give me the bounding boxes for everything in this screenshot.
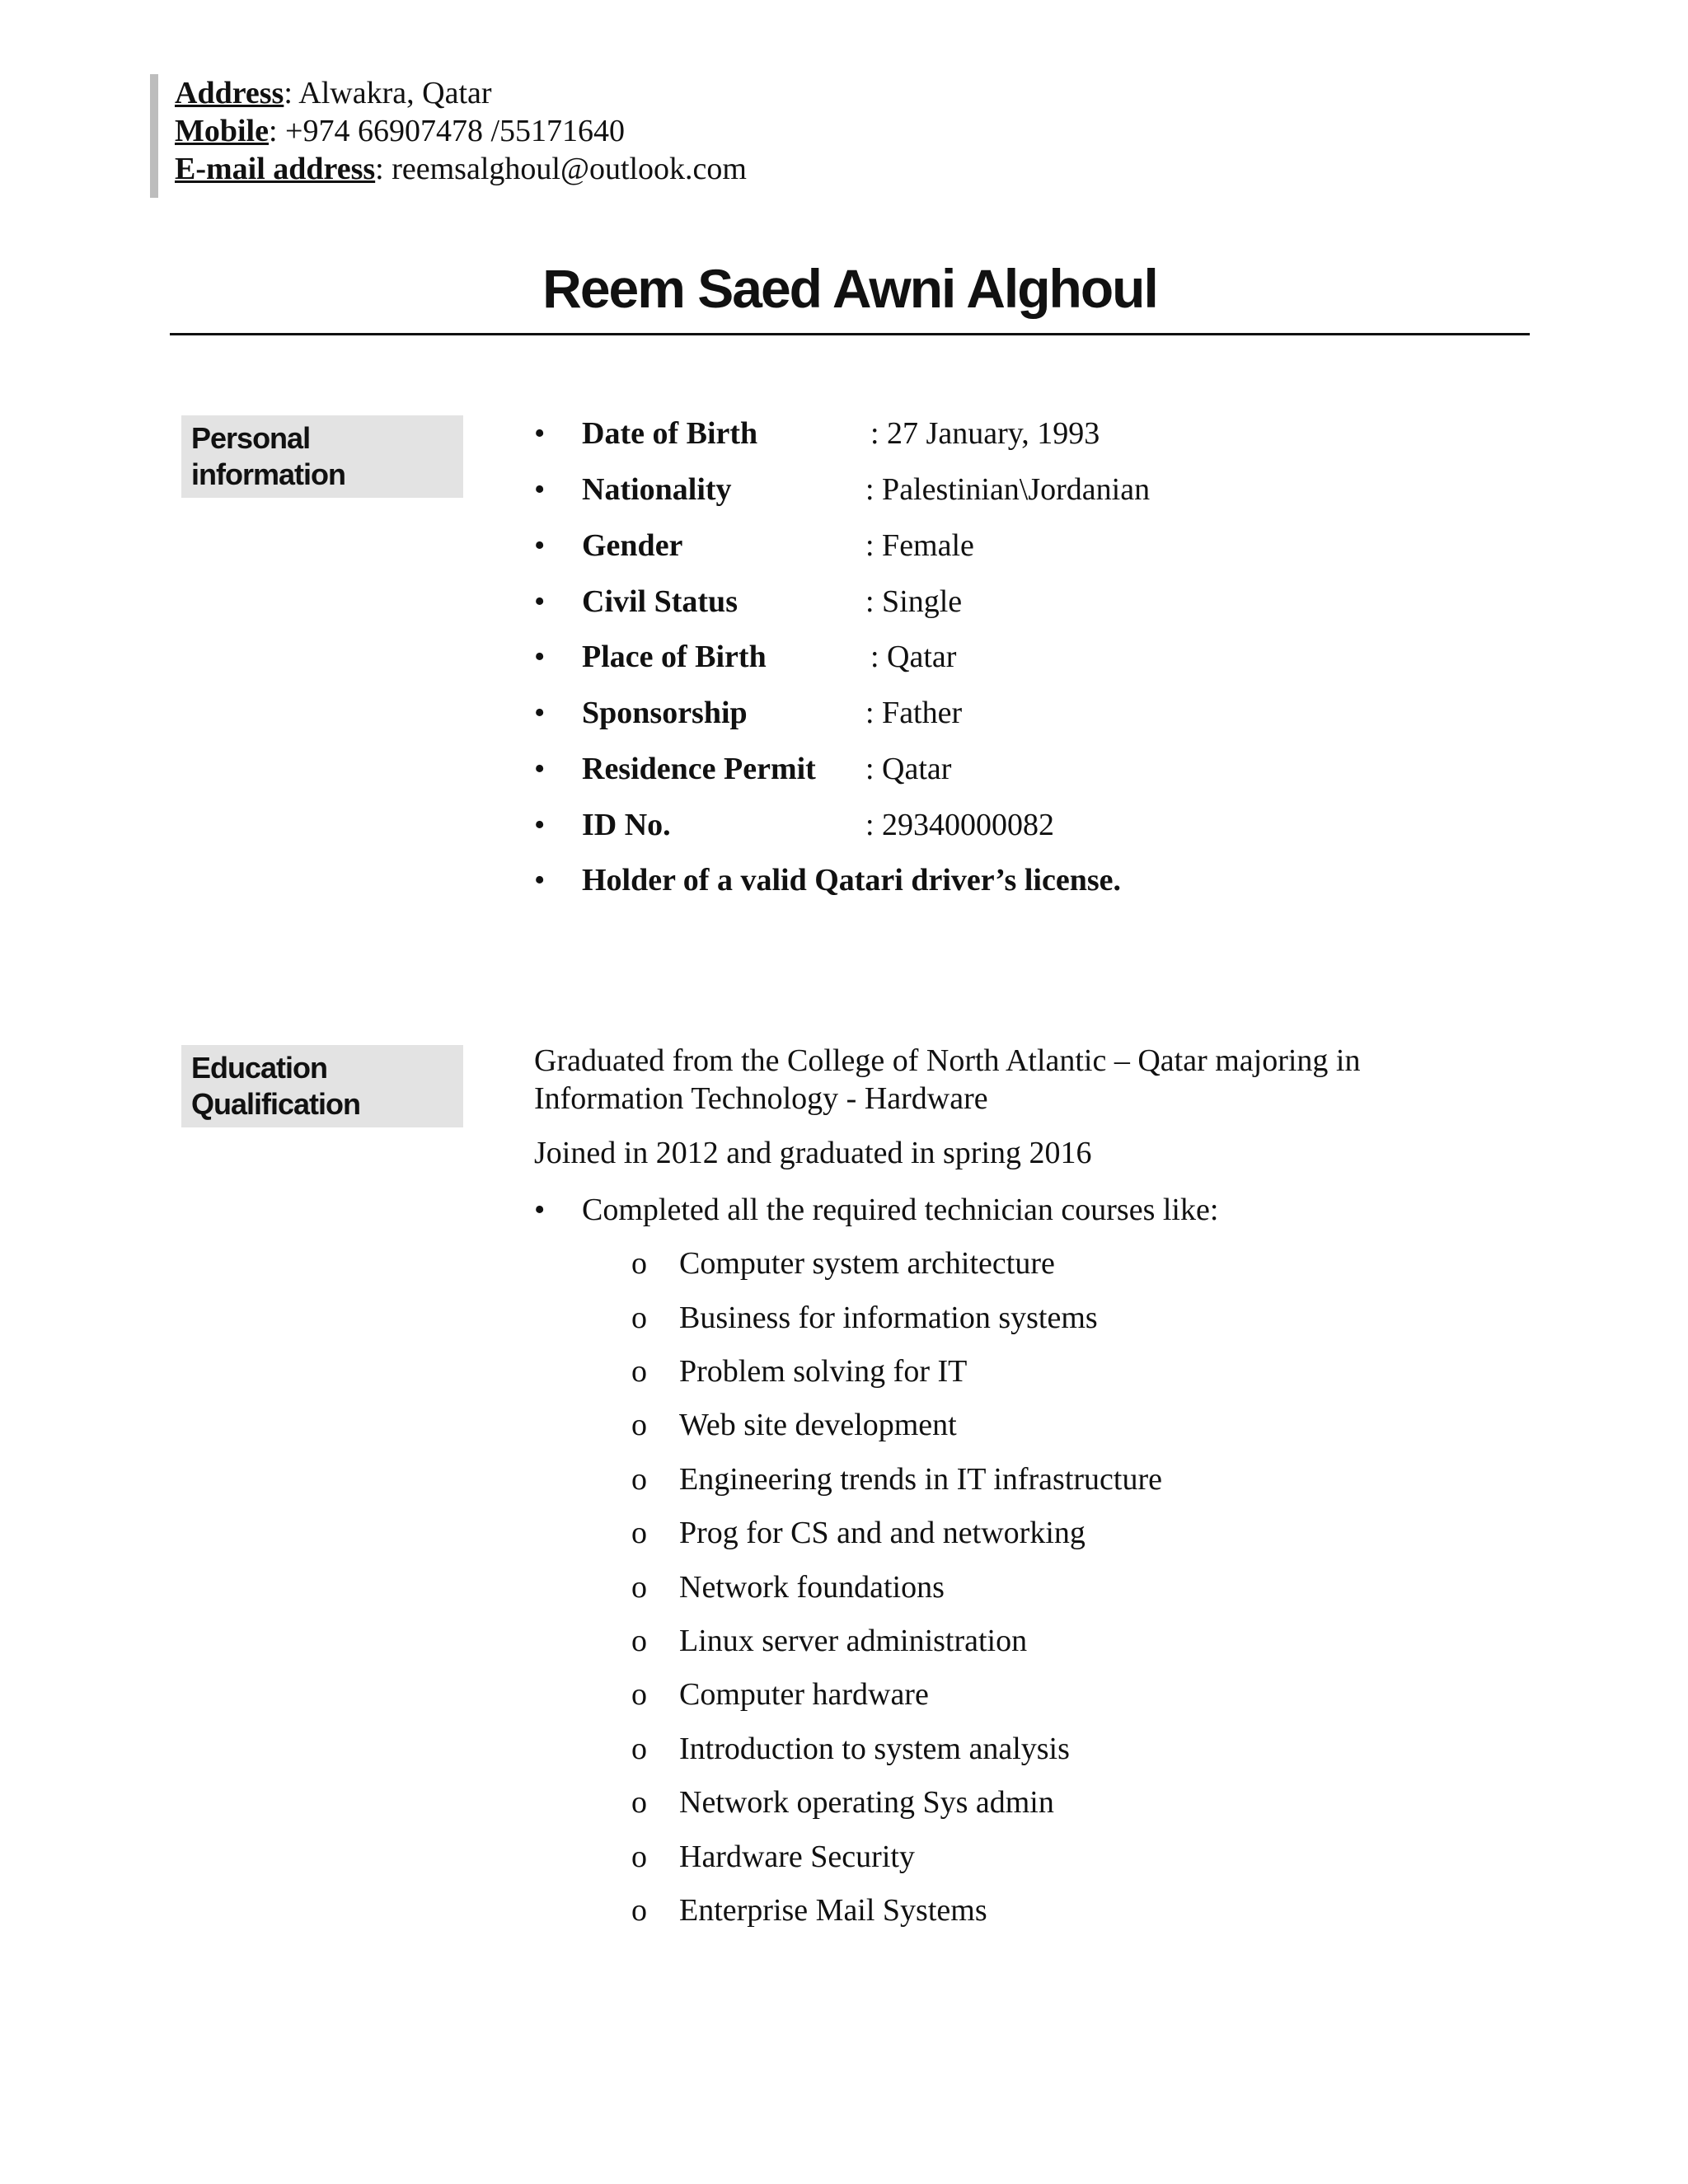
education-header-line1: Education (191, 1051, 328, 1085)
course-name: Introduction to system analysis (679, 1732, 1070, 1766)
address-label: Address (175, 76, 284, 110)
education-dates: Joined in 2012 and graduated in spring 2016 (534, 1136, 1092, 1170)
sub-bullet: o (631, 1570, 647, 1605)
item-label: Place of Birth (582, 640, 767, 674)
course-name: Network foundations (679, 1570, 945, 1605)
item-value: : Palestinian\Jordanian (865, 472, 1151, 507)
course-name: Problem solving for IT (679, 1354, 968, 1389)
course-name: Hardware Security (679, 1840, 915, 1874)
item-label: ID No. (582, 808, 671, 842)
item-label: Civil Status (582, 584, 738, 619)
course-name: Engineering trends in IT infrastructure (679, 1462, 1162, 1497)
course-name: Computer system architecture (679, 1246, 1055, 1281)
email-label: E-mail address (175, 152, 376, 186)
sub-bullet: o (631, 1462, 647, 1497)
sub-bullet: o (631, 1785, 647, 1820)
item-value: : Father (865, 696, 963, 730)
item-value: : Qatar (865, 752, 952, 786)
candidate-name: Reem Saed Awni Alghoul (542, 258, 1157, 319)
sub-bullet: o (631, 1516, 647, 1550)
bullet: • (534, 863, 546, 898)
course-name: Web site development (679, 1408, 957, 1442)
sub-bullet: o (631, 1301, 647, 1335)
personal-info-header (181, 415, 463, 498)
contact-mobile (175, 112, 625, 150)
bullet: • (534, 528, 546, 563)
sub-bullet: o (631, 1354, 647, 1389)
course-name: Linux server administration (679, 1624, 1028, 1658)
item-value: : Female (865, 528, 974, 563)
bullet: • (534, 640, 546, 674)
bullet: • (534, 808, 546, 842)
bullet: • (534, 416, 546, 451)
license-text: Holder of a valid Qatari driver’s license. (582, 863, 1121, 898)
sub-bullet: o (631, 1840, 647, 1874)
contact-email (175, 150, 747, 188)
contact-address (175, 74, 492, 112)
item-value: : 27 January, 1993 (870, 416, 1100, 451)
mobile-value: : +974 66907478 /55171640 (268, 114, 626, 148)
item-value: : Qatar (870, 640, 957, 674)
sub-bullet: o (631, 1893, 647, 1928)
course-name: Computer hardware (679, 1677, 929, 1712)
item-label: Date of Birth (582, 416, 758, 451)
item-label: Gender (582, 528, 683, 563)
sub-bullet: o (631, 1246, 647, 1281)
contact-block (150, 74, 892, 198)
sub-bullet: o (631, 1624, 647, 1658)
sub-bullet: o (631, 1677, 647, 1712)
education-description-line2: Information Technology - Hardware (534, 1081, 988, 1116)
sub-bullet: o (631, 1732, 647, 1766)
bullet: • (534, 472, 546, 507)
education-header-line2: Qualification (191, 1087, 361, 1121)
mobile-label: Mobile (175, 114, 269, 148)
bullet: • (534, 584, 546, 619)
name-divider (170, 333, 1530, 335)
personal-header-line2: information (191, 457, 345, 491)
course-name: Enterprise Mail Systems (679, 1893, 987, 1928)
course-name: Network operating Sys admin (679, 1785, 1054, 1820)
bullet: • (534, 696, 546, 730)
item-label: Sponsorship (582, 696, 748, 730)
personal-header-line1: Personal (191, 421, 311, 455)
item-label: Residence Permit (582, 752, 816, 786)
item-label: Nationality (582, 472, 732, 507)
item-value: : Single (865, 584, 963, 619)
course-name: Business for information systems (679, 1301, 1098, 1335)
contact-side-bar (150, 74, 158, 198)
bullet: • (534, 752, 546, 786)
email-value: : reemsalghoul@outlook.com (375, 152, 747, 186)
course-name: Prog for CS and and networking (679, 1516, 1085, 1550)
education-header (181, 1045, 463, 1127)
courses-intro-text: Completed all the required technician courses like: (582, 1193, 1219, 1227)
address-value: : Alwakra, Qatar (284, 76, 492, 110)
item-value: : 29340000082 (865, 808, 1055, 842)
education-description-line1: Graduated from the College of North Atlantic – Qatar majoring in (534, 1043, 1361, 1078)
sub-bullet: o (631, 1408, 647, 1442)
bullet: • (534, 1193, 546, 1227)
